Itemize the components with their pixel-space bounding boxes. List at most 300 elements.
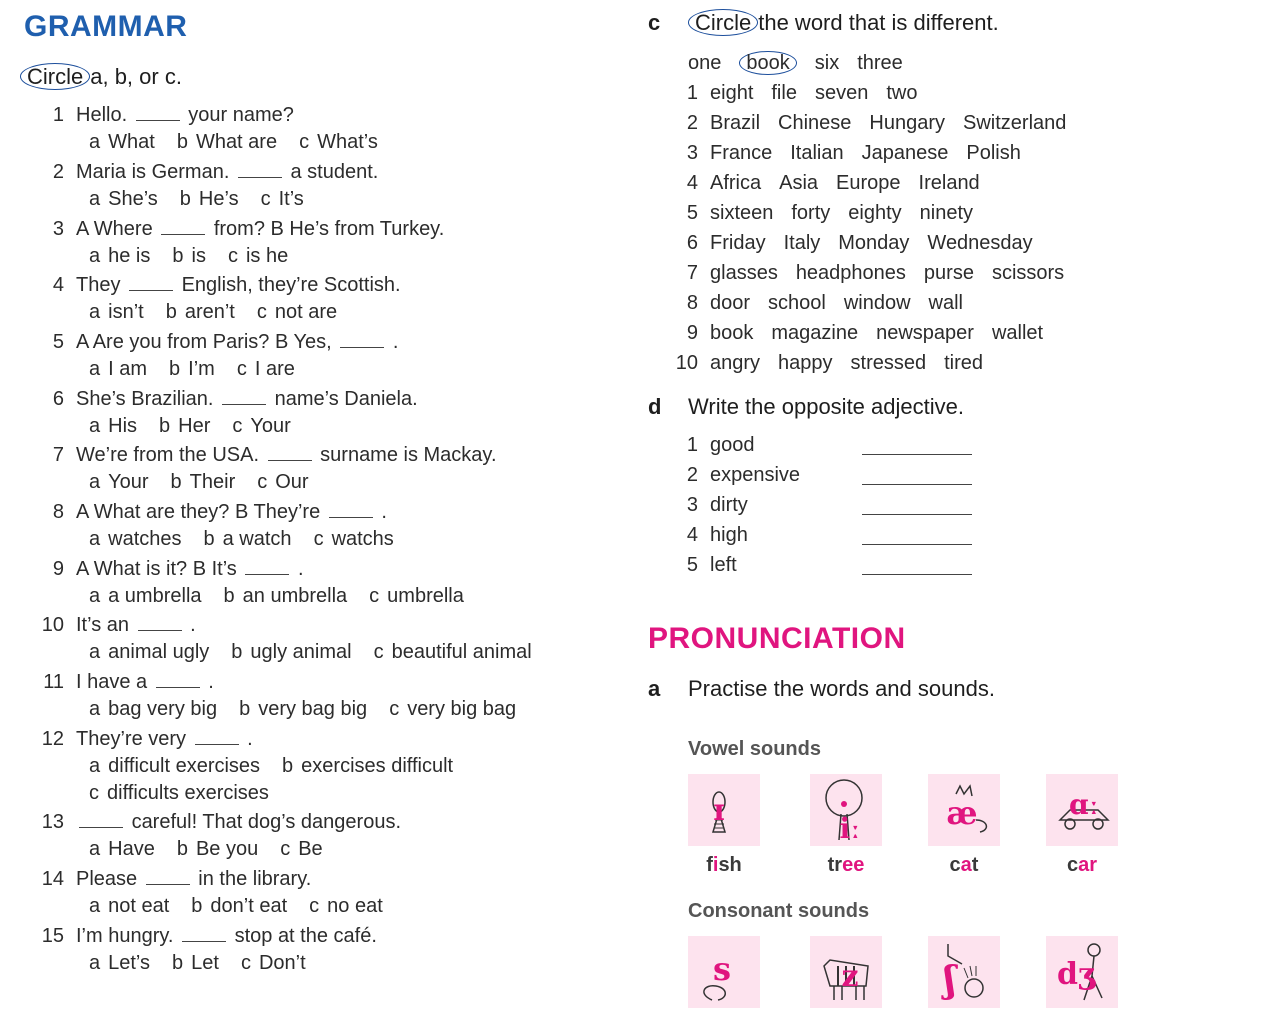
section-c-letter: c bbox=[648, 10, 661, 35]
question-text: Maria is German. bbox=[76, 161, 230, 183]
option-letter[interactable]: b bbox=[176, 131, 188, 153]
example-word[interactable]: six bbox=[814, 52, 840, 74]
vowel-symbol: æ bbox=[946, 794, 978, 832]
question-text: careful! That dog’s dangerous. bbox=[131, 811, 402, 833]
grammar-question bbox=[38, 388, 418, 411]
question-text: It’s an bbox=[76, 614, 129, 636]
option-letter[interactable]: a bbox=[89, 245, 101, 267]
row-number: 5 bbox=[686, 202, 698, 224]
section-c-row bbox=[668, 232, 1051, 255]
grammar-question bbox=[38, 218, 444, 241]
car-icon bbox=[1046, 774, 1118, 846]
vowel-card-cat bbox=[928, 774, 1000, 846]
option-letter[interactable]: c bbox=[299, 131, 310, 153]
consonant-card-shower bbox=[928, 936, 1000, 1008]
grammar-question bbox=[38, 728, 253, 751]
option-text[interactable]: he is bbox=[108, 245, 151, 267]
question-text: A Where bbox=[76, 218, 153, 240]
circled-word: Circle bbox=[20, 63, 90, 90]
question-number: 15 bbox=[41, 925, 64, 947]
instruction-text: the word that is different. bbox=[758, 10, 999, 35]
option-text[interactable]: not are bbox=[274, 301, 338, 323]
word-option[interactable]: two bbox=[886, 82, 918, 104]
word-part: tr bbox=[827, 854, 843, 876]
option-text[interactable]: no eat bbox=[327, 895, 383, 917]
row-number: 1 bbox=[686, 82, 698, 104]
word-option[interactable]: Africa bbox=[710, 172, 762, 194]
answer-blank[interactable] bbox=[161, 218, 205, 235]
option-text[interactable]: His bbox=[108, 415, 138, 437]
question-number: 10 bbox=[41, 614, 64, 636]
grammar-question bbox=[38, 274, 401, 297]
consonant-card-zebra bbox=[810, 936, 882, 1008]
option-letter[interactable]: a bbox=[89, 301, 101, 323]
word-option[interactable]: Chinese bbox=[778, 112, 852, 134]
grammar-question bbox=[38, 558, 304, 581]
option-text[interactable]: Be you bbox=[195, 838, 259, 860]
answer-blank[interactable] bbox=[138, 614, 182, 631]
row-number: 10 bbox=[675, 352, 698, 374]
answer-blank[interactable] bbox=[136, 104, 180, 121]
option-letter[interactable]: b bbox=[179, 188, 191, 210]
question-text: . bbox=[381, 501, 387, 523]
adjective: dirty bbox=[710, 494, 748, 516]
option-letter[interactable]: c bbox=[280, 838, 291, 860]
adjective: expensive bbox=[710, 464, 801, 486]
question-text: They bbox=[76, 274, 121, 296]
option-text[interactable]: Your bbox=[108, 471, 149, 493]
option-text[interactable]: watches bbox=[108, 528, 182, 550]
word-option[interactable]: happy bbox=[778, 352, 833, 374]
answer-blank[interactable] bbox=[268, 444, 312, 461]
option-text[interactable]: Let’s bbox=[108, 952, 151, 974]
section-d-row bbox=[668, 494, 748, 517]
option-text[interactable]: animal ugly bbox=[108, 641, 210, 663]
option-letter[interactable]: a bbox=[89, 698, 101, 720]
option-letter[interactable]: b bbox=[159, 415, 171, 437]
option-letter[interactable]: b bbox=[176, 838, 188, 860]
question-text: We’re from the USA. bbox=[76, 444, 260, 466]
option-text[interactable]: isn’t bbox=[108, 301, 144, 323]
option-letter[interactable]: c bbox=[257, 471, 268, 493]
vowel-card-fish bbox=[688, 774, 760, 846]
question-text: your name? bbox=[188, 104, 294, 126]
option-letter[interactable]: c bbox=[260, 188, 271, 210]
consonant-sounds-title: Consonant sounds bbox=[688, 900, 870, 922]
option-letter[interactable]: b bbox=[231, 641, 243, 663]
row-number: 2 bbox=[686, 112, 698, 134]
option-letter[interactable]: c bbox=[236, 358, 247, 380]
option-text[interactable]: Have bbox=[108, 838, 155, 860]
question-number: 3 bbox=[52, 218, 64, 240]
row-number: 3 bbox=[686, 494, 698, 516]
grammar-question bbox=[38, 614, 196, 637]
fish-icon bbox=[688, 774, 760, 846]
vowel-card-tree bbox=[810, 774, 882, 846]
word-option[interactable]: France bbox=[710, 142, 773, 164]
grammar-options bbox=[89, 838, 345, 861]
option-letter[interactable]: b bbox=[165, 301, 177, 323]
grammar-options bbox=[89, 528, 416, 551]
circled-word: Circle bbox=[688, 9, 758, 36]
section-d-row bbox=[668, 464, 800, 487]
question-number: 7 bbox=[52, 444, 64, 466]
option-text[interactable]: Her bbox=[178, 415, 211, 437]
word-option[interactable]: purse bbox=[923, 262, 974, 284]
vowel-symbol: ɑː bbox=[1069, 788, 1099, 821]
word-option[interactable]: sixteen bbox=[710, 202, 774, 224]
word-option[interactable]: Wednesday bbox=[927, 232, 1033, 254]
adjective: left bbox=[710, 554, 737, 576]
option-letter[interactable]: a bbox=[89, 838, 101, 860]
question-number: 1 bbox=[52, 104, 64, 126]
word-part: c bbox=[1066, 854, 1079, 876]
section-c-row bbox=[668, 322, 1061, 345]
word-part: t bbox=[971, 854, 979, 876]
word-highlight: i bbox=[712, 854, 719, 876]
answer-blank[interactable] bbox=[329, 501, 373, 518]
question-text: A What are they? B They’re bbox=[76, 501, 321, 523]
answer-line[interactable] bbox=[862, 574, 972, 575]
question-text: . bbox=[190, 614, 196, 636]
option-letter[interactable]: a bbox=[89, 952, 101, 974]
vowel-word bbox=[688, 854, 760, 877]
word-option[interactable]: Monday bbox=[838, 232, 910, 254]
option-text[interactable]: Their bbox=[189, 471, 236, 493]
question-text: a student. bbox=[290, 161, 379, 183]
grammar-question bbox=[38, 104, 294, 127]
word-option[interactable]: school bbox=[768, 292, 826, 314]
adjective: high bbox=[710, 524, 748, 546]
option-letter[interactable]: b bbox=[172, 245, 184, 267]
option-text[interactable]: ugly animal bbox=[250, 641, 352, 663]
consonant-card-jazz bbox=[1046, 936, 1118, 1008]
option-text[interactable]: bag very big bbox=[108, 698, 218, 720]
option-text[interactable]: very big bag bbox=[407, 698, 517, 720]
option-text[interactable]: What bbox=[108, 131, 155, 153]
word-option[interactable]: Friday bbox=[710, 232, 766, 254]
grammar-options bbox=[89, 471, 331, 494]
row-number: 5 bbox=[686, 554, 698, 576]
consonant-symbol: ʃ bbox=[944, 959, 956, 1001]
example-word[interactable]: three bbox=[857, 52, 903, 74]
question-number: 2 bbox=[52, 161, 64, 183]
option-letter[interactable]: c bbox=[89, 782, 99, 804]
option-letter[interactable]: c bbox=[240, 952, 251, 974]
option-text[interactable]: He’s bbox=[198, 188, 239, 210]
row-number: 7 bbox=[686, 262, 698, 284]
shower-icon bbox=[928, 936, 1000, 1008]
option-letter[interactable]: b bbox=[282, 755, 294, 777]
answer-blank[interactable] bbox=[156, 671, 200, 688]
option-text[interactable]: a umbrella bbox=[108, 585, 202, 607]
option-letter[interactable]: c bbox=[373, 641, 384, 663]
option-text[interactable]: is he bbox=[245, 245, 289, 267]
question-text: I have a bbox=[76, 671, 148, 693]
word-option[interactable]: eight bbox=[710, 82, 754, 104]
snake-icon bbox=[688, 936, 760, 1008]
option-letter[interactable]: b bbox=[239, 698, 251, 720]
answer-line[interactable] bbox=[862, 484, 972, 485]
section-c-row bbox=[668, 202, 991, 225]
option-text[interactable]: don’t eat bbox=[210, 895, 288, 917]
word-option[interactable]: wall bbox=[928, 292, 963, 314]
answer-line[interactable] bbox=[862, 514, 972, 515]
section-d-header bbox=[648, 394, 964, 420]
question-text: Hello. bbox=[76, 104, 128, 126]
cat-icon bbox=[928, 774, 1000, 846]
question-text: name’s Daniela. bbox=[274, 388, 418, 410]
option-text[interactable]: difficult exercises bbox=[108, 755, 261, 777]
question-text: English, they’re Scottish. bbox=[181, 274, 401, 296]
question-text: from? B He’s from Turkey. bbox=[213, 218, 445, 240]
word-option[interactable]: ninety bbox=[919, 202, 974, 224]
example-word[interactable]: book bbox=[739, 51, 796, 75]
option-letter[interactable]: c bbox=[389, 698, 400, 720]
option-text[interactable]: What’s bbox=[317, 131, 378, 153]
option-letter[interactable]: a bbox=[89, 471, 101, 493]
row-number: 1 bbox=[686, 434, 698, 456]
grammar-options bbox=[89, 585, 486, 608]
option-letter[interactable]: b bbox=[170, 471, 182, 493]
option-text[interactable]: It’s bbox=[278, 188, 304, 210]
option-text[interactable]: exercises difficult bbox=[301, 755, 454, 777]
word-option[interactable]: file bbox=[771, 82, 797, 104]
option-letter[interactable]: c bbox=[313, 528, 324, 550]
word-highlight: a bbox=[960, 854, 972, 876]
pronunciation-letter: a bbox=[648, 676, 661, 701]
consonant-card-snake bbox=[688, 936, 760, 1008]
jazz-icon bbox=[1046, 936, 1118, 1008]
option-letter[interactable]: b bbox=[203, 528, 215, 550]
section-c-row bbox=[668, 112, 1084, 135]
section-c-row bbox=[668, 172, 998, 195]
word-option[interactable]: Switzerland bbox=[963, 112, 1067, 134]
section-c-header bbox=[648, 10, 999, 36]
word-option[interactable]: book bbox=[710, 322, 754, 344]
option-text[interactable]: Be bbox=[298, 838, 323, 860]
answer-blank[interactable] bbox=[238, 161, 282, 178]
grammar-question bbox=[38, 444, 497, 467]
option-letter[interactable]: a bbox=[89, 528, 101, 550]
word-option[interactable]: angry bbox=[710, 352, 761, 374]
question-text: Please bbox=[76, 868, 138, 890]
option-text[interactable]: Our bbox=[275, 471, 309, 493]
answer-line[interactable] bbox=[862, 454, 972, 455]
option-letter[interactable]: a bbox=[89, 188, 101, 210]
question-number: 4 bbox=[52, 274, 64, 296]
option-letter[interactable]: c bbox=[309, 895, 320, 917]
option-letter[interactable]: a bbox=[89, 585, 101, 607]
option-letter[interactable]: b bbox=[169, 358, 181, 380]
row-number: 9 bbox=[686, 322, 698, 344]
question-number: 14 bbox=[41, 868, 64, 890]
section-c-row bbox=[668, 352, 1001, 375]
word-option[interactable]: scissors bbox=[991, 262, 1065, 284]
question-text: A Are you from Paris? B Yes, bbox=[76, 331, 332, 353]
vowel-card-car bbox=[1046, 774, 1118, 846]
option-text[interactable]: a watch bbox=[222, 528, 292, 550]
grammar-options bbox=[89, 755, 475, 778]
option-text[interactable]: Let bbox=[191, 952, 219, 974]
grammar-question bbox=[38, 925, 377, 948]
pronunciation-instruction: Practise the words and sounds. bbox=[688, 676, 995, 701]
question-text: She’s Brazilian. bbox=[76, 388, 214, 410]
option-letter[interactable]: c bbox=[256, 301, 267, 323]
question-text: They’re very bbox=[76, 728, 187, 750]
section-c-row bbox=[668, 292, 981, 315]
vowel-word bbox=[810, 854, 882, 877]
word-option[interactable]: glasses bbox=[710, 262, 778, 284]
row-number: 2 bbox=[686, 464, 698, 486]
word-option[interactable]: Europe bbox=[836, 172, 901, 194]
section-d-row bbox=[668, 434, 755, 457]
word-option[interactable]: newspaper bbox=[876, 322, 974, 344]
word-highlight: ar bbox=[1078, 854, 1098, 876]
option-letter[interactable]: c bbox=[369, 585, 380, 607]
grammar-options bbox=[89, 188, 326, 211]
row-number: 8 bbox=[686, 292, 698, 314]
question-text: stop at the café. bbox=[234, 925, 377, 947]
word-option[interactable]: Hungary bbox=[869, 112, 946, 134]
option-text[interactable]: difficults exercises bbox=[107, 782, 269, 804]
answer-blank[interactable] bbox=[182, 925, 226, 942]
grammar-options bbox=[89, 782, 291, 805]
grammar-options bbox=[89, 641, 554, 664]
word-option[interactable]: window bbox=[843, 292, 911, 314]
word-option[interactable]: Japanese bbox=[861, 142, 949, 164]
option-text[interactable]: watchs bbox=[331, 528, 394, 550]
grammar-options bbox=[89, 895, 405, 918]
answer-blank[interactable] bbox=[340, 331, 384, 348]
option-letter[interactable]: a bbox=[89, 415, 101, 437]
option-letter[interactable]: a bbox=[89, 131, 101, 153]
grammar-options bbox=[89, 358, 317, 381]
word-option[interactable]: seven bbox=[814, 82, 869, 104]
word-option[interactable]: stressed bbox=[850, 352, 927, 374]
grammar-question bbox=[38, 331, 398, 354]
grammar-question bbox=[38, 868, 311, 891]
zebra-icon bbox=[810, 936, 882, 1008]
word-option[interactable]: Polish bbox=[966, 142, 1021, 164]
option-text[interactable]: very bag big bbox=[258, 698, 368, 720]
answer-blank[interactable] bbox=[146, 868, 190, 885]
pronunciation-title: PRONUNCIATION bbox=[648, 622, 906, 655]
consonant-symbol: z bbox=[841, 959, 859, 994]
word-option[interactable]: tired bbox=[944, 352, 984, 374]
section-c-row bbox=[668, 82, 935, 105]
word-option[interactable]: Italian bbox=[790, 142, 844, 164]
option-letter[interactable]: a bbox=[89, 358, 101, 380]
vowel-symbol: ɪ bbox=[713, 793, 725, 828]
option-text[interactable]: not eat bbox=[108, 895, 170, 917]
option-text[interactable]: I am bbox=[108, 358, 148, 380]
grammar-question bbox=[38, 161, 378, 184]
answer-blank[interactable] bbox=[245, 558, 289, 575]
question-text: . bbox=[392, 331, 399, 353]
grammar-options bbox=[89, 698, 538, 721]
option-text[interactable]: I are bbox=[254, 358, 295, 380]
word-option[interactable]: eighty bbox=[848, 202, 902, 224]
word-option[interactable]: forty bbox=[791, 202, 831, 224]
question-text: A What is it? B It’s bbox=[76, 558, 237, 580]
tree-icon bbox=[810, 774, 882, 846]
word-highlight: ee bbox=[842, 854, 865, 876]
answer-blank[interactable] bbox=[129, 274, 173, 291]
grammar-options bbox=[89, 301, 359, 324]
question-number: 5 bbox=[52, 331, 64, 353]
answer-blank[interactable] bbox=[195, 728, 239, 745]
option-text[interactable]: What are bbox=[195, 131, 278, 153]
question-text: in the library. bbox=[198, 868, 312, 890]
option-text[interactable]: Don’t bbox=[258, 952, 306, 974]
word-part: c bbox=[949, 854, 961, 876]
vowel-sounds-title: Vowel sounds bbox=[688, 738, 821, 760]
section-d-instruction: Write the opposite adjective. bbox=[688, 394, 964, 419]
vowel-symbol: iː bbox=[839, 812, 861, 845]
section-c-example bbox=[688, 52, 921, 75]
option-text[interactable]: I’m bbox=[188, 358, 215, 380]
option-letter[interactable]: b bbox=[223, 585, 235, 607]
instruction-text: a, b, or c. bbox=[90, 64, 182, 89]
option-text[interactable]: Your bbox=[250, 415, 291, 437]
option-text[interactable]: umbrella bbox=[387, 585, 464, 607]
section-d-row bbox=[668, 524, 748, 547]
word-option[interactable]: Ireland bbox=[918, 172, 980, 194]
row-number: 4 bbox=[686, 172, 698, 194]
option-text[interactable]: beautiful animal bbox=[391, 641, 532, 663]
option-letter[interactable]: a bbox=[89, 895, 101, 917]
word-option[interactable]: wallet bbox=[991, 322, 1044, 344]
question-text: surname is Mackay. bbox=[320, 444, 497, 466]
option-text[interactable]: is bbox=[191, 245, 206, 267]
word-option[interactable]: magazine bbox=[771, 322, 859, 344]
consonant-symbol: dʒ bbox=[1056, 957, 1096, 992]
word-option[interactable]: headphones bbox=[795, 262, 906, 284]
section-d-row bbox=[668, 554, 737, 577]
word-option[interactable]: Italy bbox=[783, 232, 821, 254]
word-option[interactable]: Brazil bbox=[710, 112, 761, 134]
grammar-title: GRAMMAR bbox=[24, 10, 188, 43]
question-text: I’m hungry. bbox=[76, 925, 174, 947]
answer-line[interactable] bbox=[862, 544, 972, 545]
question-number: 11 bbox=[43, 671, 64, 693]
option-text[interactable]: aren’t bbox=[184, 301, 235, 323]
option-letter[interactable]: a bbox=[89, 641, 101, 663]
answer-blank[interactable] bbox=[222, 388, 266, 405]
grammar-options bbox=[89, 952, 328, 975]
vowel-word bbox=[1046, 854, 1118, 877]
answer-blank[interactable] bbox=[79, 811, 123, 828]
word-option[interactable]: Asia bbox=[779, 172, 819, 194]
option-letter[interactable]: c bbox=[227, 245, 238, 267]
question-number: 9 bbox=[52, 558, 64, 580]
row-number: 4 bbox=[686, 524, 698, 546]
word-part: f bbox=[706, 854, 713, 876]
option-text[interactable]: an umbrella bbox=[242, 585, 348, 607]
section-c-row bbox=[668, 262, 1082, 285]
pronunciation-header bbox=[648, 676, 995, 702]
option-text[interactable]: She’s bbox=[108, 188, 158, 210]
question-number: 12 bbox=[41, 728, 64, 750]
option-letter[interactable]: b bbox=[191, 895, 203, 917]
option-letter[interactable]: c bbox=[232, 415, 243, 437]
option-letter[interactable]: b bbox=[172, 952, 184, 974]
example-word[interactable]: one bbox=[688, 52, 722, 74]
option-letter[interactable]: a bbox=[89, 755, 101, 777]
word-option[interactable]: door bbox=[710, 292, 751, 314]
grammar-options bbox=[89, 245, 310, 268]
